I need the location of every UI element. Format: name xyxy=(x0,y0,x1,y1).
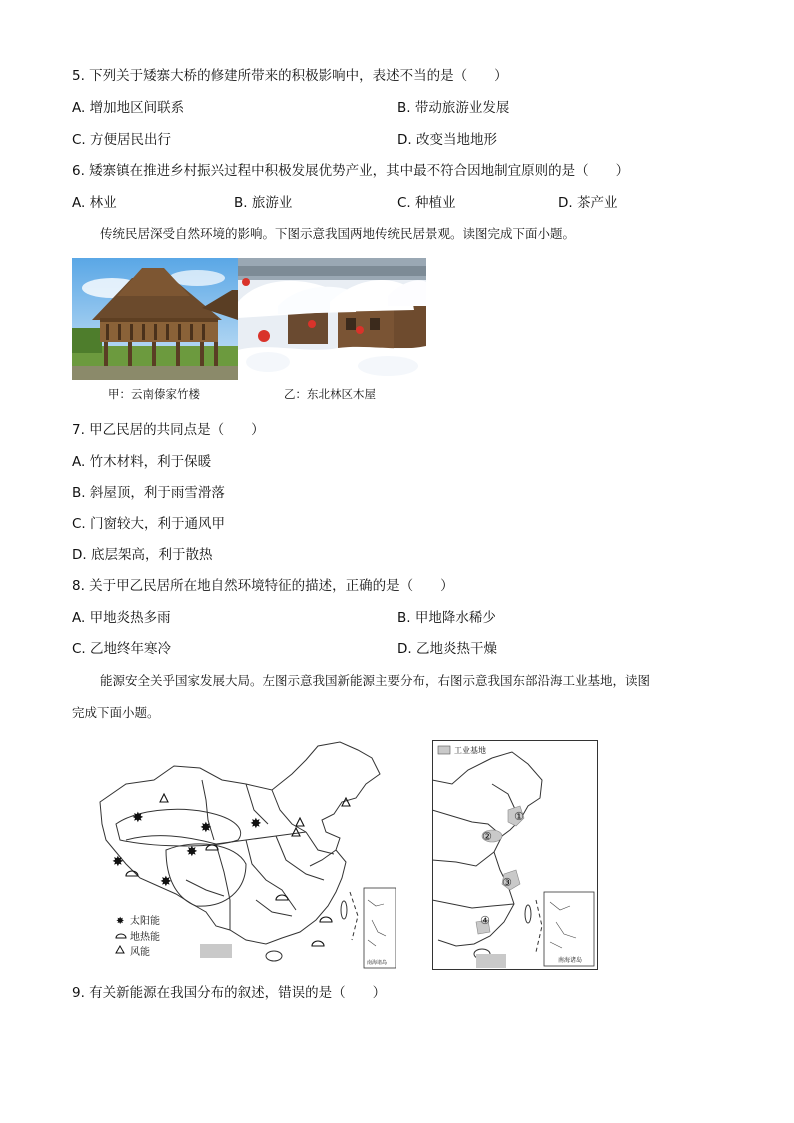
right-inset-label: 南海诸岛 xyxy=(558,957,583,964)
q5-option-d: D. 改变当地地形 xyxy=(397,132,497,148)
q6-option-c: C. 种植业 xyxy=(397,195,456,211)
intro-paragraph-energy-line1: 能源安全关乎国家发展大局。左图示意我国新能源主要分布，右图示意我国东部沿海工业基地，读图 xyxy=(100,673,651,688)
intro-paragraph-energy-line2: 完成下面小题。 xyxy=(72,705,160,720)
marker-3: ③ xyxy=(502,876,512,889)
legend-wind-label: 风能 xyxy=(130,947,150,958)
marker-1: ① xyxy=(514,810,524,823)
svg-text:✸: ✸ xyxy=(116,916,125,927)
caption-dai-house: 甲：云南傣家竹楼 xyxy=(108,387,200,401)
marker-4: ④ xyxy=(480,914,490,927)
q7-option-a: A. 竹木材料，利于保暖 xyxy=(72,454,212,470)
q5-option-c: C. 方便居民出行 xyxy=(72,132,172,148)
svg-text:✸: ✸ xyxy=(250,816,262,832)
q7-option-c: C. 门窗较大，利于通风甲 xyxy=(72,516,226,532)
q5-option-b: B. 带动旅游业发展 xyxy=(397,100,510,116)
svg-text:✸: ✸ xyxy=(112,854,124,870)
q6-option-d: D. 茶产业 xyxy=(558,195,618,211)
legend-solar-label: 太阳能 xyxy=(130,916,160,927)
q7-stem: 7. 甲乙民居的共同点是（ ） xyxy=(72,422,265,438)
dai-bamboo-house-photo xyxy=(72,258,238,380)
northeast-log-cabin-photo xyxy=(238,258,426,380)
q8-option-c: C. 乙地终年寒冷 xyxy=(72,641,172,657)
svg-text:✸: ✸ xyxy=(132,810,144,826)
industrial-base-map xyxy=(432,740,598,970)
legend-geothermal-label: 地热能 xyxy=(130,932,160,943)
legend-industrial-base-label: 工业基地 xyxy=(454,746,486,755)
svg-text:✸: ✸ xyxy=(200,820,212,836)
q6-option-b: B. 旅游业 xyxy=(234,195,293,211)
q9-stem: 9. 有关新能源在我国分布的叙述，错误的是（ ） xyxy=(72,985,387,1001)
q7-option-d: D. 底层架高，利于散热 xyxy=(72,547,213,563)
q8-option-a: A. 甲地炎热多雨 xyxy=(72,610,171,626)
q7-option-b: B. 斜屋顶，利于雨雪滑落 xyxy=(72,485,225,501)
q6-option-a: A. 林业 xyxy=(72,195,117,211)
svg-text:✸: ✸ xyxy=(186,844,198,860)
q8-option-d: D. 乙地炎热干燥 xyxy=(397,641,497,657)
intro-paragraph-houses: 传统民居深受自然环境的影响。下图示意我国两地传统民居景观。读图完成下面小题。 xyxy=(100,226,576,241)
svg-text:✸: ✸ xyxy=(160,874,172,890)
left-inset-label: 南海诸岛 xyxy=(367,960,388,966)
q8-option-b: B. 甲地降水稀少 xyxy=(397,610,496,626)
caption-log-cabin: 乙：东北林区木屋 xyxy=(284,387,376,401)
new-energy-distribution-map xyxy=(96,740,396,970)
marker-2: ② xyxy=(482,830,492,843)
q8-stem: 8. 关于甲乙民居所在地自然环境特征的描述，正确的是（ ） xyxy=(72,578,454,594)
q5-stem: 5. 下列关于矮寨大桥的修建所带来的积极影响中，表述不当的是（ ） xyxy=(72,68,508,84)
q6-stem: 6. 矮寨镇在推进乡村振兴过程中积极发展优势产业，其中最不符合因地制宜原则的是（ ） xyxy=(72,163,630,179)
q5-option-a: A. 增加地区间联系 xyxy=(72,100,185,116)
